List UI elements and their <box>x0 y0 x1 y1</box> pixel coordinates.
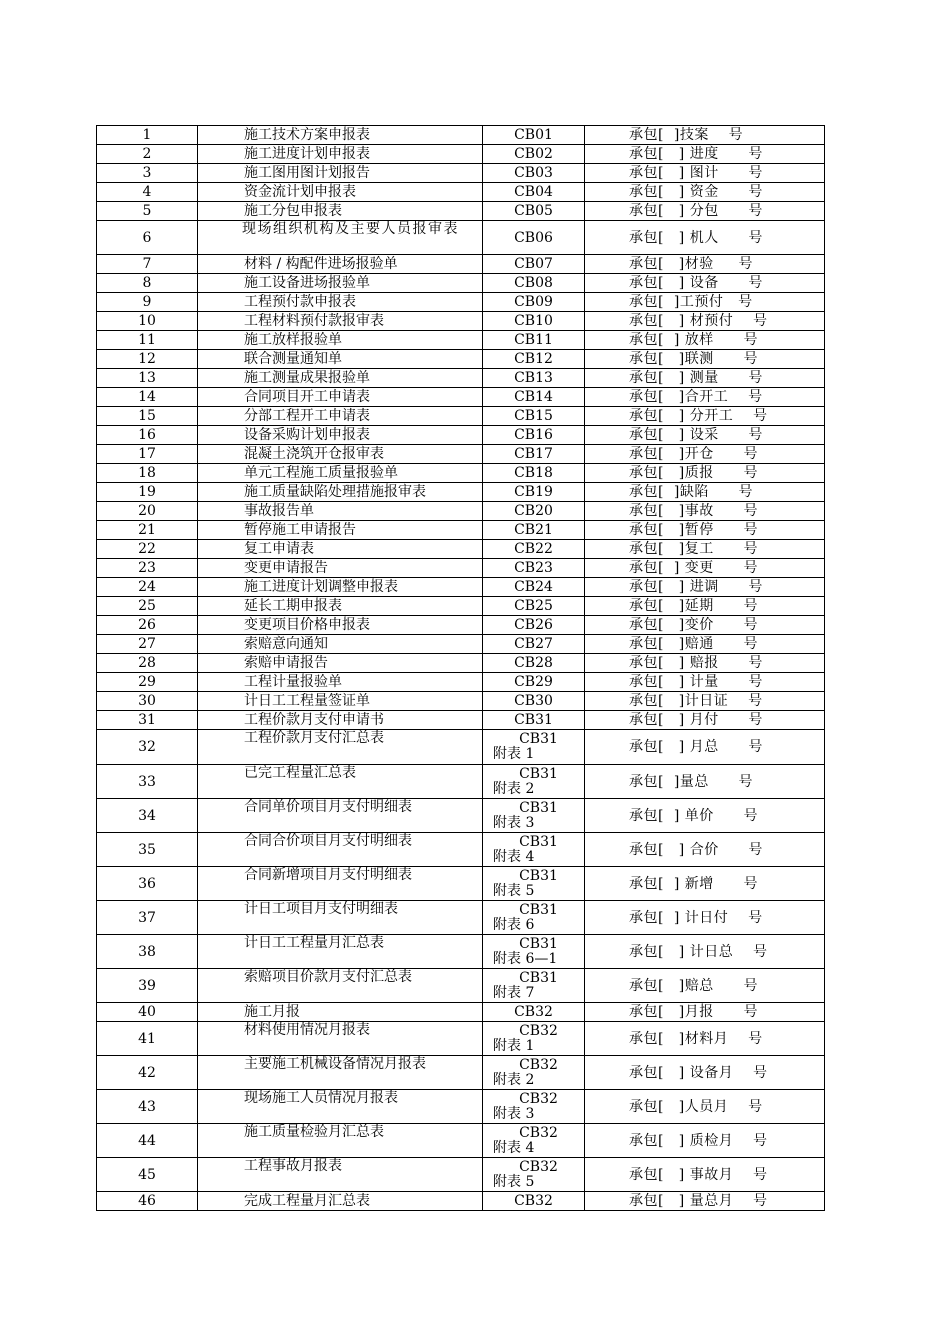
table-row <box>97 183 825 202</box>
form-code-cell <box>483 1056 585 1090</box>
table-row <box>97 1022 825 1056</box>
form-code-cell: CB17 <box>483 445 585 464</box>
reference-number-cell: 承包[ ] 图计 号 <box>585 164 825 183</box>
table-row <box>97 255 825 274</box>
table-row <box>97 426 825 445</box>
reference-number-cell: 承包[ ] 进度 号 <box>585 145 825 164</box>
table-row <box>97 597 825 616</box>
form-code-cell: CB04 <box>483 183 585 202</box>
form-code: CB31 <box>519 901 558 918</box>
table-row <box>97 559 825 578</box>
form-name-cell: 施工测量成果报验单 <box>198 369 483 388</box>
form-code-cell <box>483 799 585 833</box>
row-number-cell: 39 <box>97 969 198 1003</box>
form-code-cell: CB05 <box>483 202 585 221</box>
reference-number-cell: 承包[ ]量总 号 <box>585 765 825 799</box>
form-name-cell: 工程材料预付款报审表 <box>198 312 483 331</box>
reference-number-cell: 承包[ ] 合价 号 <box>585 833 825 867</box>
form-code: CB32 <box>519 1056 558 1073</box>
row-number-cell: 10 <box>97 312 198 331</box>
table-row <box>97 692 825 711</box>
reference-number-cell: 承包[ ]技案 号 <box>585 126 825 145</box>
form-code-cell: CB06 <box>483 221 585 255</box>
form-code-cell: CB11 <box>483 331 585 350</box>
reference-number-cell: 承包[ ] 材预付 号 <box>585 312 825 331</box>
form-code-cell: CB10 <box>483 312 585 331</box>
row-number-cell: 18 <box>97 464 198 483</box>
form-name-cell: 材料使用情况月报表 <box>198 1022 483 1056</box>
form-code-attachment: 附表 3 <box>493 1105 535 1122</box>
reference-number-cell: 承包[ ] 分包 号 <box>585 202 825 221</box>
form-code-cell: CB27 <box>483 635 585 654</box>
row-number-cell: 16 <box>97 426 198 445</box>
row-number-cell: 43 <box>97 1090 198 1124</box>
reference-number-cell: 承包[ ] 机人 号 <box>585 221 825 255</box>
table-row <box>97 673 825 692</box>
form-code: CB31 <box>519 765 558 782</box>
form-name-cell: 计日工工程量签证单 <box>198 692 483 711</box>
form-name-cell: 现场施工人员情况月报表 <box>198 1090 483 1124</box>
row-number-cell: 46 <box>97 1192 198 1211</box>
form-code: CB31 <box>519 867 558 884</box>
form-code-cell <box>483 935 585 969</box>
reference-number-cell: 承包[ ]计日证 号 <box>585 692 825 711</box>
reference-number-cell: 承包[ ] 设采 号 <box>585 426 825 445</box>
table-row <box>97 935 825 969</box>
row-number-cell: 15 <box>97 407 198 426</box>
reference-number-cell: 承包[ ]开仓 号 <box>585 445 825 464</box>
reference-number-cell: 承包[ ]合开工 号 <box>585 388 825 407</box>
table-row <box>97 711 825 730</box>
reference-number-cell: 承包[ ]赔总 号 <box>585 969 825 1003</box>
reference-number-cell: 承包[ ]材料月 号 <box>585 1022 825 1056</box>
row-number-cell: 42 <box>97 1056 198 1090</box>
form-name-cell: 索赔申请报告 <box>198 654 483 673</box>
row-number-cell: 9 <box>97 293 198 312</box>
reference-number-cell: 承包[ ] 计日付 号 <box>585 901 825 935</box>
form-code-attachment: 附表 2 <box>493 1071 535 1088</box>
form-code: CB31 <box>519 935 558 952</box>
form-name-cell: 索赔项目价款月支付汇总表 <box>198 969 483 1003</box>
form-name-cell: 施工月报 <box>198 1003 483 1022</box>
table-row <box>97 765 825 799</box>
reference-number-cell: 承包[ ] 测量 号 <box>585 369 825 388</box>
form-code-cell <box>483 969 585 1003</box>
row-number-cell: 35 <box>97 833 198 867</box>
row-number-cell: 5 <box>97 202 198 221</box>
form-code-cell: CB12 <box>483 350 585 369</box>
form-code-cell: CB31 <box>483 711 585 730</box>
row-number-cell: 32 <box>97 730 198 765</box>
form-name-cell: 工程预付款申报表 <box>198 293 483 312</box>
row-number-cell: 7 <box>97 255 198 274</box>
row-number-cell: 3 <box>97 164 198 183</box>
table-row <box>97 901 825 935</box>
form-code-cell: CB21 <box>483 521 585 540</box>
form-code: CB31 <box>519 799 558 816</box>
table-row <box>97 521 825 540</box>
form-code-cell: CB18 <box>483 464 585 483</box>
form-code-cell <box>483 1158 585 1192</box>
form-name-cell: 合同项目开工申请表 <box>198 388 483 407</box>
form-name-cell: 工程事故月报表 <box>198 1158 483 1192</box>
form-name-cell: 合同合价项目月支付明细表 <box>198 833 483 867</box>
form-code-attachment: 附表 6—1 <box>493 950 558 967</box>
form-code-cell <box>483 765 585 799</box>
form-code: CB31 <box>519 969 558 986</box>
form-name-cell: 工程价款月支付汇总表 <box>198 730 483 765</box>
table-row <box>97 502 825 521</box>
form-name-cell: 延长工期申报表 <box>198 597 483 616</box>
form-code-attachment: 附表 1 <box>493 1037 535 1054</box>
row-number-cell: 13 <box>97 369 198 388</box>
form-code-cell: CB01 <box>483 126 585 145</box>
table-row <box>97 1192 825 1211</box>
row-number-cell: 37 <box>97 901 198 935</box>
table-row <box>97 407 825 426</box>
form-code-attachment: 附表 3 <box>493 814 535 831</box>
reference-number-cell: 承包[ ]月报 号 <box>585 1003 825 1022</box>
reference-number-cell: 承包[ ] 质检月 号 <box>585 1124 825 1158</box>
form-name-cell: 工程计量报验单 <box>198 673 483 692</box>
table-row <box>97 1003 825 1022</box>
form-name-cell: 施工进度计划调整申报表 <box>198 578 483 597</box>
form-name-cell: 已完工程量汇总表 <box>198 765 483 799</box>
reference-number-cell: 承包[ ]工预付 号 <box>585 293 825 312</box>
row-number-cell: 41 <box>97 1022 198 1056</box>
row-number-cell: 21 <box>97 521 198 540</box>
form-code-cell: CB32 <box>483 1003 585 1022</box>
form-code-attachment: 附表 4 <box>493 848 535 865</box>
table-row <box>97 145 825 164</box>
form-name-cell: 完成工程量月汇总表 <box>198 1192 483 1211</box>
form-name-cell: 现场组织机构及主要人员报审表 <box>198 221 483 255</box>
form-code-cell: CB22 <box>483 540 585 559</box>
form-name-cell: 事故报告单 <box>198 502 483 521</box>
row-number-cell: 29 <box>97 673 198 692</box>
row-number-cell: 24 <box>97 578 198 597</box>
table-row <box>97 730 825 765</box>
form-name-cell: 计日工项目月支付明细表 <box>198 901 483 935</box>
form-name-cell: 合同单价项目月支付明细表 <box>198 799 483 833</box>
row-number-cell: 30 <box>97 692 198 711</box>
form-code-attachment: 附表 5 <box>493 1173 535 1190</box>
form-name-cell: 变更申请报告 <box>198 559 483 578</box>
table-row <box>97 867 825 901</box>
form-code-cell: CB20 <box>483 502 585 521</box>
form-code-cell: CB25 <box>483 597 585 616</box>
row-number-cell: 33 <box>97 765 198 799</box>
form-name-cell: 分部工程开工申请表 <box>198 407 483 426</box>
reference-number-cell: 承包[ ] 事故月 号 <box>585 1158 825 1192</box>
row-number-cell: 26 <box>97 616 198 635</box>
row-number-cell: 27 <box>97 635 198 654</box>
row-number-cell: 1 <box>97 126 198 145</box>
reference-number-cell: 承包[ ] 单价 号 <box>585 799 825 833</box>
row-number-cell: 34 <box>97 799 198 833</box>
table-row <box>97 312 825 331</box>
row-number-cell: 6 <box>97 221 198 255</box>
reference-number-cell: 承包[ ]联测 号 <box>585 350 825 369</box>
reference-number-cell: 承包[ ] 月总 号 <box>585 730 825 765</box>
row-number-cell: 36 <box>97 867 198 901</box>
form-code-cell: CB19 <box>483 483 585 502</box>
reference-number-cell: 承包[ ]暂停 号 <box>585 521 825 540</box>
table-row <box>97 833 825 867</box>
reference-number-cell: 承包[ ] 进调 号 <box>585 578 825 597</box>
form-code-attachment: 附表 6 <box>493 916 535 933</box>
form-code-cell <box>483 867 585 901</box>
reference-number-cell: 承包[ ]质报 号 <box>585 464 825 483</box>
table-row <box>97 464 825 483</box>
form-code-cell: CB23 <box>483 559 585 578</box>
table-row <box>97 126 825 145</box>
row-number-cell: 23 <box>97 559 198 578</box>
table-row <box>97 1124 825 1158</box>
form-code-cell: CB13 <box>483 369 585 388</box>
form-code: CB32 <box>519 1158 558 1175</box>
row-number-cell: 12 <box>97 350 198 369</box>
reference-number-cell: 承包[ ]事故 号 <box>585 502 825 521</box>
form-code: CB32 <box>519 1124 558 1141</box>
form-code-attachment: 附表 4 <box>493 1139 535 1156</box>
form-name-cell: 施工质量缺陷处理措施报审表 <box>198 483 483 502</box>
reference-number-cell: 承包[ ] 新增 号 <box>585 867 825 901</box>
table-row <box>97 540 825 559</box>
reference-number-cell: 承包[ ] 计日总 号 <box>585 935 825 969</box>
table-row <box>97 445 825 464</box>
form-name-cell: 单元工程施工质量报验单 <box>198 464 483 483</box>
form-code-cell <box>483 901 585 935</box>
form-name-cell: 复工申请表 <box>198 540 483 559</box>
table-row <box>97 1090 825 1124</box>
form-name-cell: 索赔意向通知 <box>198 635 483 654</box>
reference-number-cell: 承包[ ] 设备月 号 <box>585 1056 825 1090</box>
form-code-cell: CB08 <box>483 274 585 293</box>
form-name-cell: 施工分包申报表 <box>198 202 483 221</box>
table-row <box>97 616 825 635</box>
reference-number-cell: 承包[ ] 放样 号 <box>585 331 825 350</box>
reference-number-cell: 承包[ ] 分开工 号 <box>585 407 825 426</box>
form-code-attachment: 附表 2 <box>493 780 535 797</box>
reference-number-cell: 承包[ ]缺陷 号 <box>585 483 825 502</box>
form-code-cell: CB32 <box>483 1192 585 1211</box>
table-row <box>97 331 825 350</box>
form-code-attachment: 附表 1 <box>493 746 535 762</box>
form-code-cell: CB02 <box>483 145 585 164</box>
form-name-cell: 施工质量检验月汇总表 <box>198 1124 483 1158</box>
row-number-cell: 14 <box>97 388 198 407</box>
reference-number-cell: 承包[ ]复工 号 <box>585 540 825 559</box>
reference-number-cell: 承包[ ]材验 号 <box>585 255 825 274</box>
form-code-cell: CB28 <box>483 654 585 673</box>
form-code-attachment: 附表 7 <box>493 984 535 1001</box>
form-code-cell <box>483 1022 585 1056</box>
form-code-cell: CB29 <box>483 673 585 692</box>
form-code-cell: CB09 <box>483 293 585 312</box>
form-code-cell: CB24 <box>483 578 585 597</box>
row-number-cell: 4 <box>97 183 198 202</box>
form-name-cell: 主要施工机械设备情况月报表 <box>198 1056 483 1090</box>
form-code-cell: CB03 <box>483 164 585 183</box>
reference-number-cell: 承包[ ] 变更 号 <box>585 559 825 578</box>
form-code-cell <box>483 730 585 765</box>
row-number-cell: 28 <box>97 654 198 673</box>
table-row <box>97 221 825 255</box>
table-row <box>97 969 825 1003</box>
form-code-cell: CB26 <box>483 616 585 635</box>
form-name-cell: 变更项目价格申报表 <box>198 616 483 635</box>
row-number-cell: 11 <box>97 331 198 350</box>
form-name-cell: 合同新增项目月支付明细表 <box>198 867 483 901</box>
form-name-cell: 材料 / 构配件进场报验单 <box>198 255 483 274</box>
reference-number-cell: 承包[ ]赔通 号 <box>585 635 825 654</box>
row-number-cell: 2 <box>97 145 198 164</box>
reference-number-cell: 承包[ ]人员月 号 <box>585 1090 825 1124</box>
reference-number-cell: 承包[ ] 设备 号 <box>585 274 825 293</box>
row-number-cell: 20 <box>97 502 198 521</box>
row-number-cell: 31 <box>97 711 198 730</box>
table-row <box>97 1056 825 1090</box>
row-number-cell: 40 <box>97 1003 198 1022</box>
form-name-cell: 工程价款月支付申请书 <box>198 711 483 730</box>
table-row <box>97 635 825 654</box>
reference-number-cell: 承包[ ] 量总月 号 <box>585 1192 825 1211</box>
reference-number-cell: 承包[ ] 赔报 号 <box>585 654 825 673</box>
form-code-cell <box>483 1090 585 1124</box>
form-name-cell: 混凝土浇筑开仓报审表 <box>198 445 483 464</box>
row-number-cell: 25 <box>97 597 198 616</box>
row-number-cell: 8 <box>97 274 198 293</box>
table-row <box>97 164 825 183</box>
table-row <box>97 799 825 833</box>
form-code: CB31 <box>519 833 558 850</box>
form-code: CB32 <box>519 1022 558 1039</box>
form-name-cell: 设备采购计划申报表 <box>198 426 483 445</box>
form-code: CB32 <box>519 1090 558 1107</box>
table-row <box>97 202 825 221</box>
form-name-cell: 施工进度计划申报表 <box>198 145 483 164</box>
reference-number-cell: 承包[ ] 资金 号 <box>585 183 825 202</box>
form-code-cell: CB16 <box>483 426 585 445</box>
reference-number-cell: 承包[ ]变价 号 <box>585 616 825 635</box>
row-number-cell: 19 <box>97 483 198 502</box>
row-number-cell: 22 <box>97 540 198 559</box>
form-list-table <box>96 125 825 1211</box>
form-list-body <box>97 126 825 1211</box>
form-name-cell: 暂停施工申请报告 <box>198 521 483 540</box>
form-name-cell: 施工图用图计划报告 <box>198 164 483 183</box>
form-code-attachment: 附表 5 <box>493 882 535 899</box>
form-name-cell: 施工技术方案申报表 <box>198 126 483 145</box>
row-number-cell: 38 <box>97 935 198 969</box>
form-code: CB31 <box>519 731 558 747</box>
table-row <box>97 293 825 312</box>
table-row <box>97 274 825 293</box>
table-row <box>97 1158 825 1192</box>
row-number-cell: 45 <box>97 1158 198 1192</box>
form-code-cell: CB14 <box>483 388 585 407</box>
reference-number-cell: 承包[ ] 计量 号 <box>585 673 825 692</box>
form-code-cell <box>483 1124 585 1158</box>
form-name-cell: 施工放样报验单 <box>198 331 483 350</box>
table-row <box>97 369 825 388</box>
form-name-cell: 计日工工程量月汇总表 <box>198 935 483 969</box>
table-row <box>97 350 825 369</box>
row-number-cell: 44 <box>97 1124 198 1158</box>
table-row <box>97 388 825 407</box>
form-name-cell: 资金流计划申报表 <box>198 183 483 202</box>
reference-number-cell: 承包[ ] 月付 号 <box>585 711 825 730</box>
row-number-cell: 17 <box>97 445 198 464</box>
form-code-cell: CB07 <box>483 255 585 274</box>
table-row <box>97 483 825 502</box>
form-name-cell: 联合测量通知单 <box>198 350 483 369</box>
reference-number-cell: 承包[ ]延期 号 <box>585 597 825 616</box>
table-row <box>97 654 825 673</box>
form-code-cell: CB30 <box>483 692 585 711</box>
form-name-cell: 施工设备进场报验单 <box>198 274 483 293</box>
form-code-cell <box>483 833 585 867</box>
form-code-cell: CB15 <box>483 407 585 426</box>
table-row <box>97 578 825 597</box>
